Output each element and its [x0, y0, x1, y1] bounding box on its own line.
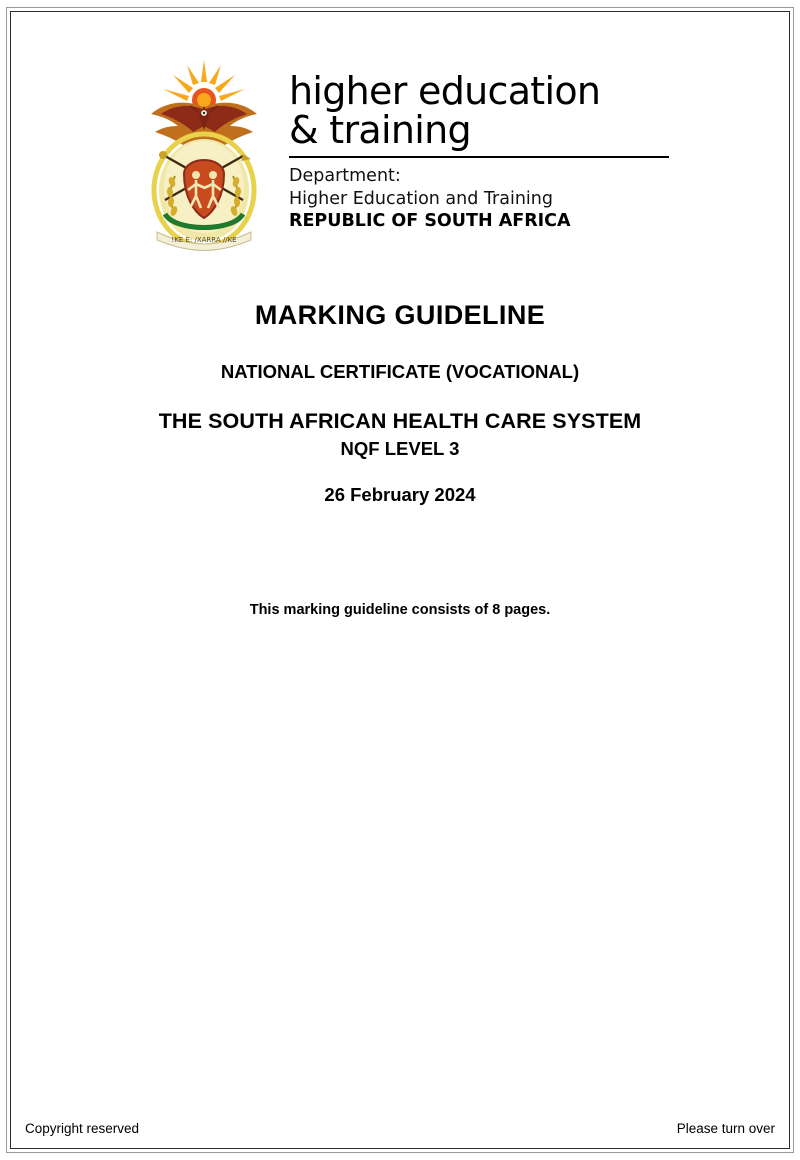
qualification-line: NATIONAL CERTIFICATE (VOCATIONAL) [220, 361, 580, 382]
department-wordmark [289, 69, 669, 232]
nqf-level-line: NQF LEVEL 3 [340, 438, 460, 459]
footer-copyright: Copyright reserved [25, 1121, 140, 1136]
footer-turn-over: Please turn over [676, 1121, 775, 1136]
page-count-note: This marking guideline consists of 8 pages. [249, 602, 551, 618]
south-africa-coat-of-arms-icon [131, 56, 277, 254]
dept-sub-line3: REPUBLIC OF SOUTH AFRICA [289, 211, 571, 232]
document-header [11, 12, 789, 254]
exam-date: 26 February 2024 [324, 484, 476, 505]
dept-sub-line2: Higher Education and Training [289, 188, 553, 209]
dept-title-line1: higher education [289, 69, 601, 113]
document-titles [11, 300, 789, 618]
subject-line: THE SOUTH AFRICAN HEALTH CARE SYSTEM [158, 409, 642, 433]
page-footer [25, 1121, 775, 1136]
dept-title-line2: & training [289, 108, 471, 153]
dept-sub-line1: Department: [289, 166, 401, 187]
page-content [11, 12, 789, 1148]
coat-of-arms-motto-text: !KE E: /XARRA //KE [171, 236, 237, 244]
page-title: MARKING GUIDELINE [254, 300, 546, 330]
dept-divider [289, 156, 669, 158]
